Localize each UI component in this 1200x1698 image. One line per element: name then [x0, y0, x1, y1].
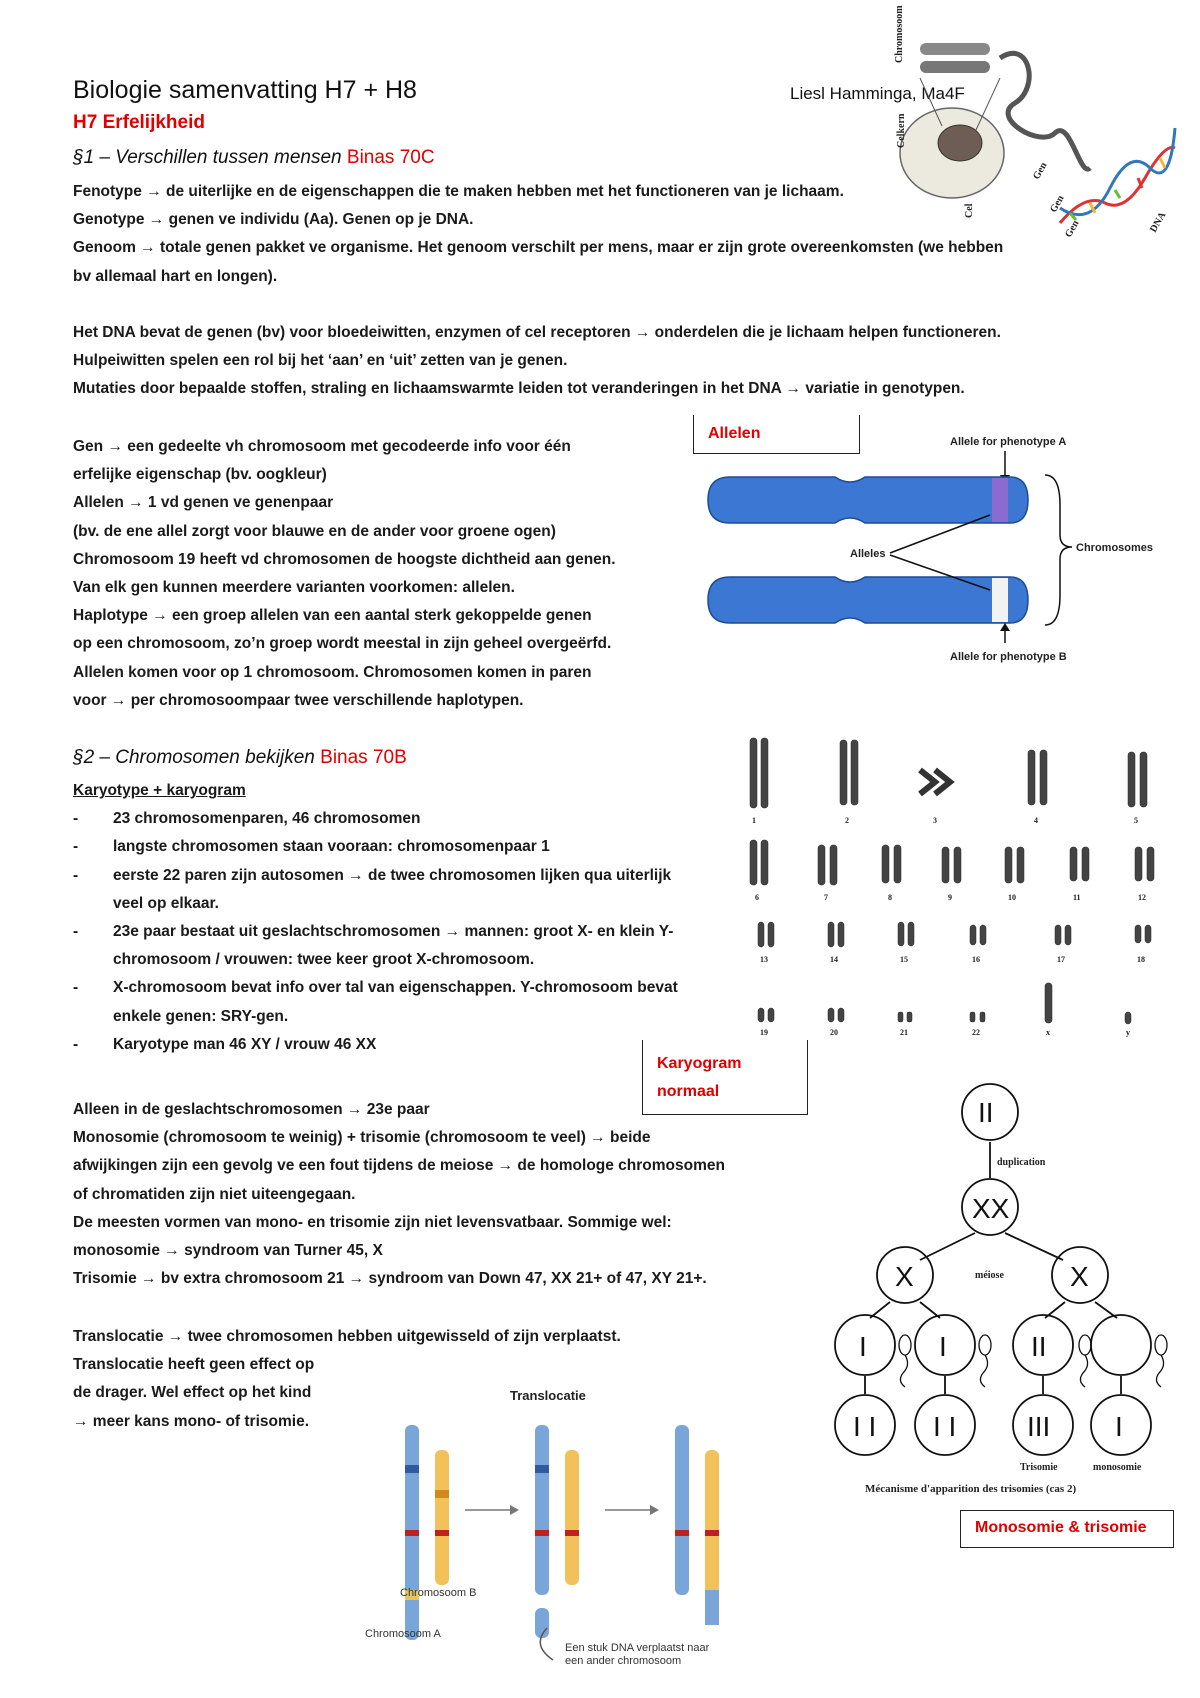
chromosome-number: 13: [760, 955, 768, 964]
duplication-label: duplication: [997, 1157, 1046, 1168]
section1-body-2: [73, 433, 713, 715]
chromosome-number: 21: [900, 1028, 908, 1037]
chromosome-number: 2: [845, 816, 849, 825]
section1-body: [73, 178, 1153, 403]
bullet-item: - langste chromosomen staan vooraan: chromosomenpaar 1: [73, 833, 693, 861]
chromosome-number: 16: [972, 955, 980, 964]
chromosome-number: 14: [830, 955, 838, 964]
label-chromosoom: Chromosoom: [894, 5, 905, 63]
chromosome-number: 9: [948, 893, 952, 902]
svg-text:III: III: [1027, 1411, 1051, 1442]
svg-text:XX: XX: [972, 1193, 1010, 1224]
svg-text:I: I: [1115, 1411, 1123, 1442]
text-line: Translocatie → twee chromosomen hebben uitgewisseld of zijn verplaatst.: [73, 1328, 621, 1345]
meiosis-diagram: [835, 1080, 1180, 1500]
author-line: Liesl Hamminga, Ma4F: [790, 84, 965, 103]
chrom-pair-3: [675, 1425, 719, 1625]
chromosome-number: 6: [755, 893, 759, 902]
document-title: Biologie samenvatting H7 + H8: [73, 76, 417, 104]
karyotype-subheading: Karyotype + karyogram: [73, 782, 246, 799]
chromosome-number: 15: [900, 955, 908, 964]
chromosome-number: 12: [1138, 893, 1146, 902]
text-line: Monosomie (chromosoom te weinig) + trisomie (chromosoom te veel) → beide: [73, 1129, 651, 1147]
translocation-note-1: Een stuk DNA verplaatst naar: [565, 1642, 710, 1654]
svg-text:I I: I I: [853, 1411, 877, 1442]
chromosome-number: 18: [1137, 955, 1145, 964]
text-line: (bv. de ene allel zorgt voor blauwe en de ander voor groene ogen): [73, 522, 556, 540]
text-line: Genoom → totale genen pakket ve organisme. Het genoom verschilt per mens, maar er zijn grote overeenkomsten (we hebben: [73, 239, 1004, 257]
svg-text:I: I: [859, 1331, 867, 1362]
section1-title: [73, 147, 435, 169]
svg-text:II: II: [1031, 1331, 1047, 1362]
text-line: Trisomie → bv extra chromosoom 21 → syndroom van Down 47, XX 21+ of 47, XY 21+.: [73, 1270, 707, 1288]
chromosome-number: 22: [972, 1028, 980, 1037]
allele-b-caption: Allele for phenotype B: [950, 651, 1067, 663]
section1-title-text: §1 – Verschillen tussen mensen: [73, 147, 342, 168]
allelen-label: Allelen: [708, 425, 761, 442]
translocation-title: Translocatie: [510, 1388, 586, 1403]
text-line: Genotype → genen ve individu (Aa). Genen op je DNA.: [73, 211, 474, 229]
label-gen-2: Gen: [1048, 193, 1067, 215]
alleles-label: Alleles: [850, 548, 886, 560]
coiled-dna: [1000, 53, 1090, 169]
section2-title: [73, 747, 407, 769]
chromosome-number: 7: [824, 893, 828, 902]
text-line: Mutaties door bepaalde stoffen, straling en lichaamswarmte leiden tot veranderingen in het DNA → variatie in genotypen.: [73, 380, 965, 398]
svg-text:X: X: [1070, 1261, 1089, 1292]
monosomie-label: monosomie: [1093, 1462, 1142, 1473]
text-line: Allelen komen voor op 1 chromosoom. Chromosomen komen in paren: [73, 663, 592, 681]
chromosome-number: 1: [752, 816, 756, 825]
chrom-pair-1: [405, 1425, 449, 1640]
text-line: De meesten vormen van mono- en trisomie zijn niet levensvatbaar. Sommige wel:: [73, 1213, 672, 1231]
text-line: Gen → een gedeelte vh chromosoom met gecodeerde info voor één: [73, 438, 571, 455]
section2-ref: Binas 70B: [320, 747, 407, 768]
text-line: voor → per chromosoompaar twee verschillende haplotypen.: [73, 691, 524, 709]
text-line: → meer kans mono- of trisomie.: [73, 1412, 309, 1430]
text-line: bv allemaal hart en longen).: [73, 267, 278, 285]
svg-text:I I: I I: [933, 1411, 957, 1442]
alleles-diagram: [700, 425, 1170, 670]
bullet-item: - X-chromosoom bevat info over tal van eigenschappen. Y-chromosoom bevat enkele genen: SRY-gen.: [73, 974, 693, 1030]
chromosome-number: 11: [1073, 893, 1081, 902]
label-cel: Cel: [964, 203, 975, 218]
text-line: erfelijke eigenschap (bv. oogkleur): [73, 466, 327, 484]
chromosome-number: 4: [1034, 816, 1038, 825]
text-line: Van elk gen kunnen meerdere varianten voorkomen: allelen.: [73, 579, 515, 597]
chromosome-number: 8: [888, 893, 892, 902]
text-line: op een chromosoom, zo’n groep wordt meestal in zijn geheel overgeërfd.: [73, 635, 612, 653]
karyogram-label: Karyogram normaal: [657, 1055, 742, 1100]
bullet-item: - 23 chromosomenparen, 46 chromosomen: [73, 805, 693, 833]
chromosome-number: 5: [1134, 816, 1138, 825]
allele-b-band: [992, 578, 1008, 622]
chromosome-number: y: [1126, 1028, 1130, 1037]
chromosomes-brace: [1045, 475, 1072, 625]
chromosome-number: 10: [1008, 893, 1016, 902]
blank-line: [73, 291, 1153, 319]
text-line: Fenotype → de uiterlijke en de eigenschappen die te maken hebben met het functioneren van je lichaam.: [73, 183, 844, 200]
label-gen-3: Gen: [1063, 218, 1082, 240]
meiose-label: méiose: [975, 1270, 1004, 1281]
svg-text:X: X: [895, 1261, 914, 1292]
chapter-heading: H7 Erfelijkheid: [73, 112, 205, 133]
mono-trisomie-label: Monosomie & trisomie: [975, 1519, 1147, 1536]
text-line: Alleen in de geslachtschromosomen → 23e paar: [73, 1101, 430, 1118]
text-line: of chromatiden zijn niet uiteengegaan.: [73, 1185, 356, 1203]
label-celkern: Celkern: [896, 113, 907, 148]
allele-a-band: [992, 478, 1008, 522]
karyogram-figure: [730, 730, 1180, 1040]
nucleus-shape: [938, 125, 982, 161]
svg-text:I: I: [939, 1331, 947, 1362]
meiosis-caption: Mécanisme d'apparition des trisomies (cas 2): [865, 1483, 1077, 1495]
section2-title-text: §2 – Chromosomen bekijken: [73, 747, 315, 768]
svg-text:II: II: [978, 1097, 994, 1128]
chromosome-a: [708, 477, 1028, 523]
text-line: de drager. Wel effect op het kind: [73, 1384, 312, 1402]
chromosome-a-label: Chromosoom A: [365, 1628, 441, 1640]
section1-ref: Binas 70C: [346, 147, 435, 168]
translocation-note-2: een ander chromosoom: [565, 1655, 682, 1667]
label-dna: DNA: [1148, 210, 1169, 235]
trisomie-label: Trisomie: [1020, 1462, 1058, 1473]
chromosome-shape: [920, 43, 990, 55]
section2-body: [73, 1096, 833, 1293]
text-line: Haplotype → een groep allelen van een aantal sterk gekoppelde genen: [73, 607, 592, 625]
chromosome-number: 3: [933, 816, 937, 825]
chromosome-number: x: [1046, 1028, 1050, 1037]
bullet-item: - 23e paar bestaat uit geslachtschromosomen → mannen: groot X- en klein Y-chromosoom / vrouwen: twee keer groot X-chromosoom.: [73, 918, 693, 974]
text-line: Chromosoom 19 heeft vd chromosomen de hoogste dichtheid aan genen.: [73, 550, 616, 568]
text-line: afwijkingen zijn een gevolg ve een fout tijdens de meiose → de homologe chromosomen: [73, 1157, 725, 1175]
bullet-item: - Karyotype man 46 XY / vrouw 46 XX: [73, 1031, 693, 1059]
bullet-item: - eerste 22 paren zijn autosomen → de twee chromosomen lijken qua uiterlijk veel op elkaar.: [73, 862, 693, 918]
label-gen-1: Gen: [1031, 160, 1050, 182]
section2-list: [73, 777, 693, 1059]
chrom-pair-2: [535, 1425, 579, 1638]
text-line: Het DNA bevat de genen (bv) voor bloedeiwitten, enzymen of cel receptoren → onderdelen die je lichaam helpen functioneren.: [73, 323, 1001, 341]
text-line: Translocatie heeft geen effect op: [73, 1356, 315, 1374]
chromosome-b: [708, 577, 1028, 623]
text-line: monosomie → syndroom van Turner 45, X: [73, 1242, 383, 1260]
text-line: Allelen → 1 vd genen ve genenpaar: [73, 494, 334, 512]
chromosomes-label: Chromosomes: [1076, 542, 1154, 554]
chromosome-b-label: Chromosoom B: [400, 1587, 477, 1599]
mono-trisomie-label-box: [960, 1510, 1174, 1548]
chromosome-number: 19: [760, 1028, 768, 1037]
allele-a-caption: Allele for phenotype A: [950, 436, 1067, 448]
chromosome-number: 20: [830, 1028, 838, 1037]
text-line: Hulpeiwitten spelen een rol bij het ‘aan’ en ‘uit’ zetten van je genen.: [73, 352, 568, 370]
translocation-diagram: [365, 1380, 765, 1690]
chromosome-number: 17: [1057, 955, 1065, 964]
